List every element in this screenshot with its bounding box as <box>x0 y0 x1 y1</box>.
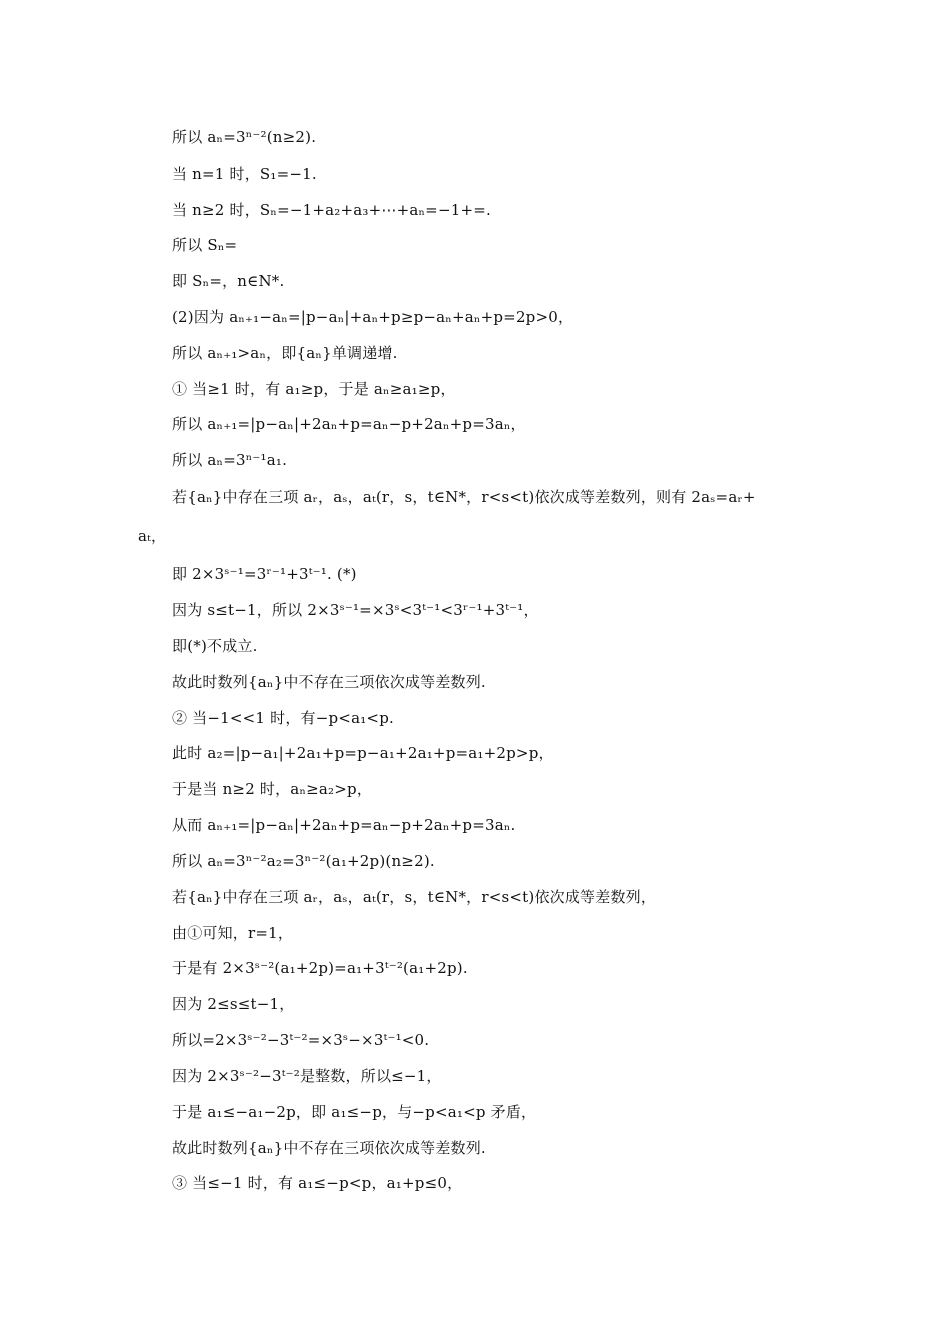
text-line: 于是 a₁≤−a₁−2p，即 a₁≤−p，与−p<a₁<p 矛盾， <box>172 1103 537 1121</box>
text-line: 当 n≥2 时，Sₙ=−1+a₂+a₃+⋯+aₙ=−1+=. <box>172 201 491 219</box>
text-line: 由①可知，r=1， <box>172 924 294 942</box>
text-line: 即(*)不成立. <box>172 637 258 655</box>
text-line: 所以 aₙ₊₁=|p−aₙ|+2aₙ+p=aₙ−p+2aₙ+p=3aₙ， <box>172 415 526 433</box>
text-line: 当 n=1 时，S₁=−1. <box>172 165 317 183</box>
text-line: 于是当 n≥2 时，aₙ≥a₂>p， <box>172 780 373 798</box>
text-line: 从而 aₙ₊₁=|p−aₙ|+2aₙ+p=aₙ−p+2aₙ+p=3aₙ. <box>172 816 516 834</box>
text-line: ③ 当≤−1 时，有 a₁≤−p<p，a₁+p≤0， <box>172 1174 463 1192</box>
text-line: ① 当≥1 时，有 a₁≥p，于是 aₙ≥a₁≥p， <box>172 380 456 398</box>
text-line: ② 当−1<<1 时，有−p<a₁<p. <box>172 709 394 727</box>
text-line: 所以 aₙ₊₁>aₙ，即{aₙ}单调递增. <box>172 344 398 362</box>
text-line: (2)因为 aₙ₊₁−aₙ=|p−aₙ|+aₙ+p≥p−aₙ+aₙ+p=2p>0， <box>172 308 574 326</box>
text-line: 因为 s≤t−1，所以 2×3ˢ⁻¹=×3ˢ<3ᵗ⁻¹<3ʳ⁻¹+3ᵗ⁻¹， <box>172 601 539 619</box>
text-line: 所以 aₙ=3ⁿ⁻¹a₁. <box>172 451 288 469</box>
text-line: 所以 aₙ=3ⁿ⁻²(n≥2). <box>172 128 317 146</box>
text-line: 即 2×3ˢ⁻¹=3ʳ⁻¹+3ᵗ⁻¹. (*) <box>172 565 357 583</box>
text-line: 若{aₙ}中存在三项 aᵣ，aₛ，aₜ(r，s，t∈N*，r<s<t)依次成等差数列，则有 2aₛ=aᵣ+ <box>172 488 756 506</box>
text-line: 所以 aₙ=3ⁿ⁻²a₂=3ⁿ⁻²(a₁+2p)(n≥2). <box>172 852 435 870</box>
text-line: 即 Sₙ=，n∈N*. <box>172 272 285 290</box>
text-line: 故此时数列{aₙ}中不存在三项依次成等差数列. <box>172 673 486 691</box>
text-line: 因为 2×3ˢ⁻²−3ᵗ⁻²是整数，所以≤−1， <box>172 1067 442 1085</box>
text-line: 所以 Sₙ= <box>172 236 238 254</box>
text-line: 故此时数列{aₙ}中不存在三项依次成等差数列. <box>172 1139 486 1157</box>
text-line: 此时 a₂=|p−a₁|+2a₁+p=p−a₁+2a₁+p=a₁+2p>p， <box>172 744 554 762</box>
text-line: aₜ， <box>138 527 167 545</box>
text-line: 因为 2≤s≤t−1， <box>172 995 295 1013</box>
text-line: 若{aₙ}中存在三项 aᵣ，aₛ，aₜ(r，s，t∈N*，r<s<t)依次成等差数列， <box>172 888 657 906</box>
text-line: 于是有 2×3ˢ⁻²(a₁+2p)=a₁+3ᵗ⁻²(a₁+2p). <box>172 959 468 977</box>
text-line: 所以=2×3ˢ⁻²−3ᵗ⁻²=×3ˢ−×3ᵗ⁻¹<0. <box>172 1031 430 1049</box>
